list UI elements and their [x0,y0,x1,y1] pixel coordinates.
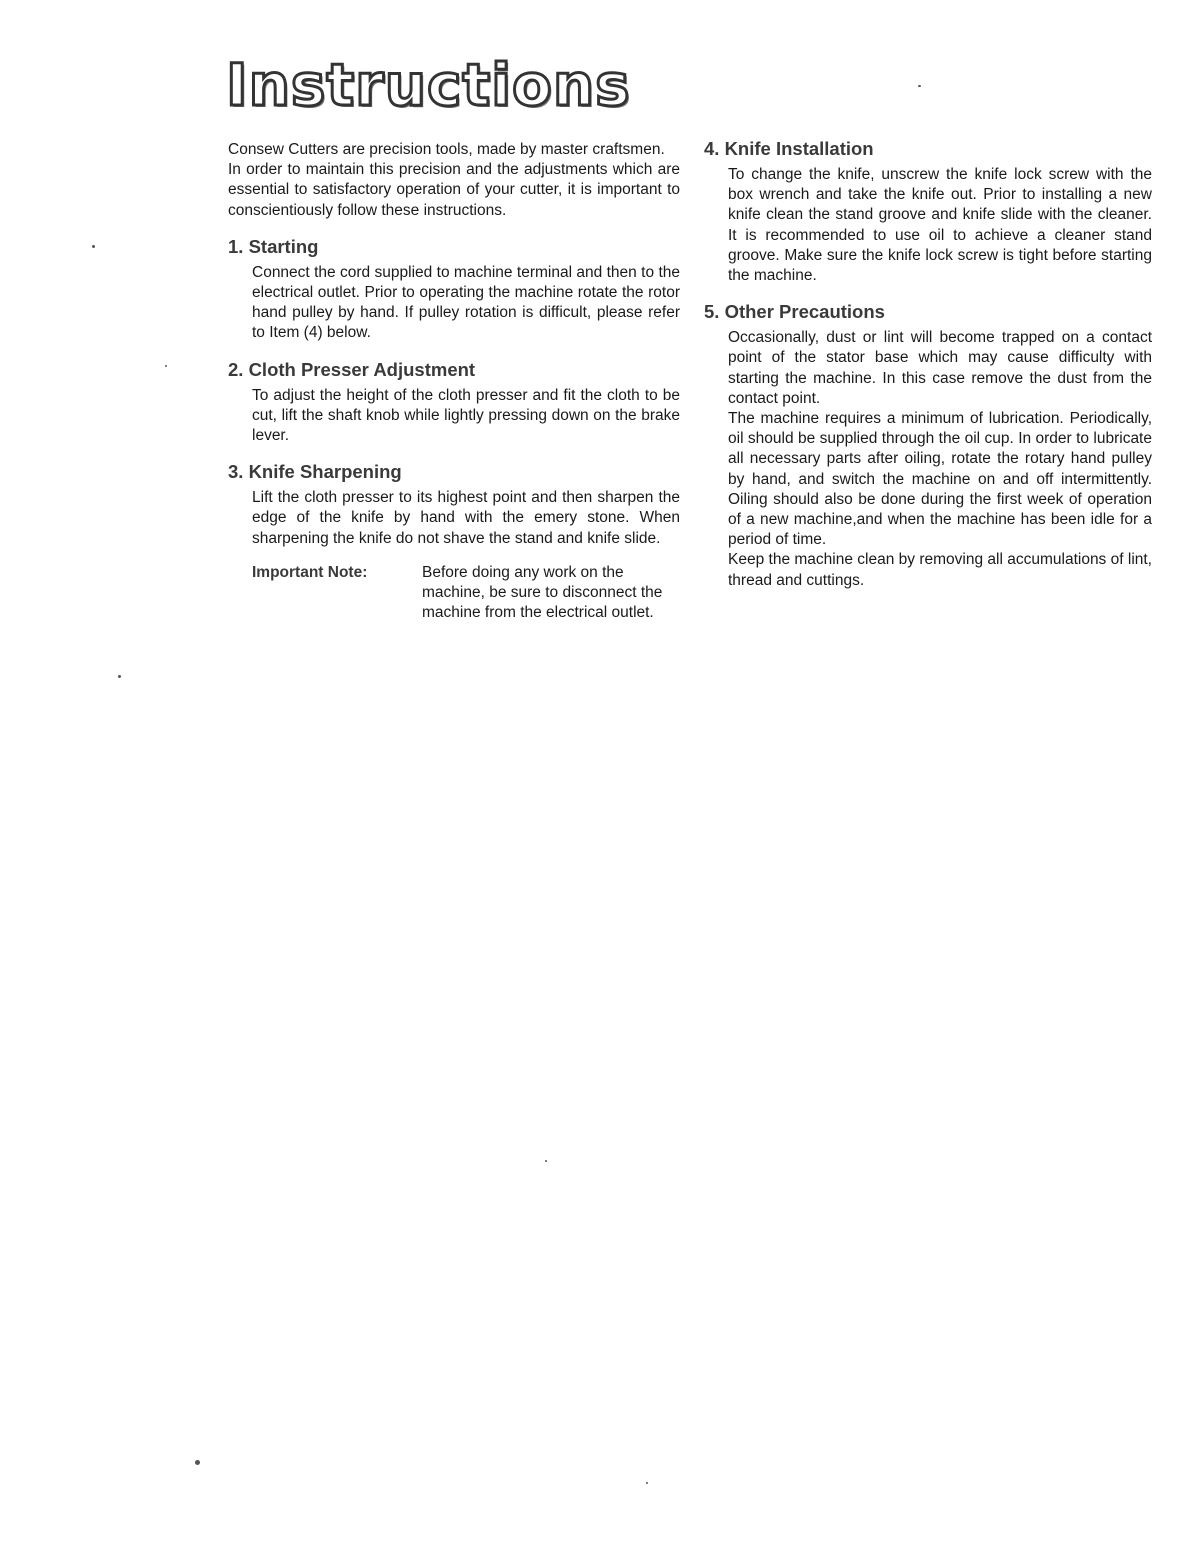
section-body [704,328,1152,591]
section-paragraph: To adjust the height of the cloth presser and fit the cloth to be cut, lift the shaft knob while lightly pressing down on the brake lever. [252,386,680,445]
section-knife-installation [704,137,1152,286]
scan-speck [646,1482,648,1484]
section-paragraph: Keep the machine clean by removing all accumulations of lint, thread and cuttings. [728,551,1152,589]
intro-paragraph: In order to maintain this precision and the adjustments which are essential to satisfactory operation of your cutter, it is important to conscientiously follow these instructions. [228,161,680,219]
section-paragraph: Connect the cord supplied to machine terminal and then to the electrical outlet. Prior to operating the machine rotate the rotor hand pulley by hand. If pulley rotation is difficult, please refer to Item (4) below. [252,263,680,342]
section-heading: 2. Cloth Presser Adjustment [228,358,476,380]
section-cloth-presser-adjustment [228,358,680,447]
section-body [228,488,680,549]
section-starting [228,235,680,344]
section-knife-sharpening [228,460,680,549]
section-body [228,386,680,447]
page-title: Instructions [226,51,631,119]
intro-paragraph: Consew Cutters are precision tools, made by master craftsmen. [228,141,665,158]
section-other-precautions [704,300,1152,591]
scan-speck [918,85,921,87]
scan-speck [92,245,95,248]
section-paragraph: The machine requires a minimum of lubrication. Periodically, oil should be supplied through the oil cup. In order to lubricate all necessary parts after oiling, rotate the rotary hand pulley by hand, and switch the machine on and off intermittently. Oiling should also be done during the first week of operation of a new machine,and when the machine has been idle for a period of time. [728,410,1152,549]
scan-speck [195,1460,200,1465]
section-heading: 4. Knife Installation [704,138,874,159]
section-heading: 5. Other Precautions [704,301,885,323]
scan-speck [118,675,121,678]
right-column [704,137,1152,591]
scan-speck [165,365,167,367]
section-paragraph: Lift the cloth presser to its highest point and then sharpen the edge of the knife by hand with the emery stone. When sharpening the knife do not shave the stand and knife slide. [252,489,680,547]
section-paragraph: Occasionally, dust or lint will become trapped on a contact point of the stator base which may cause difficulty with starting the machine. In this case remove the dust from the contact point. [728,329,1152,407]
section-heading: 1. Starting [228,235,319,257]
important-note-text: Before doing any work on the machine, be sure to disconnect the machine from the electrical outlet. [422,563,663,622]
intro [228,140,680,221]
important-note [228,563,680,624]
section-heading: 3. Knife Sharpening [228,461,402,483]
section-paragraph: To change the knife, unscrew the knife lock screw with the box wrench and take the knife out. Prior to installing a new knife clean the stand groove and knife slide with the cleaner. It is recommended to use oil to achieve a cleaner stand groove. Make sure the knife lock screw is tight before starting the machine. [728,166,1152,285]
important-note-label: Important Note: [252,563,368,581]
left-column [228,140,680,623]
section-body [228,263,680,344]
scan-speck [545,1160,547,1162]
section-body [704,165,1152,286]
